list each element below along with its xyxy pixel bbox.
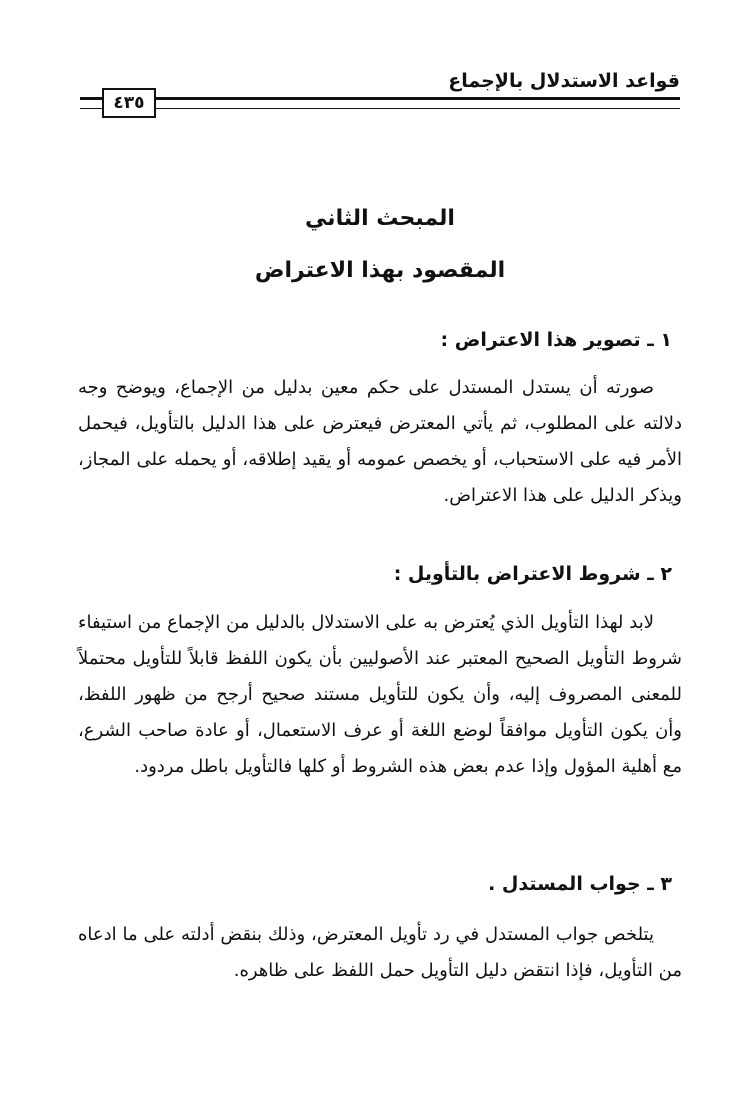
part-1-paragraph: صورته أن يستدل المستدل على حكم معين بدليل من الإجماع، ويوضح وجه دلالته على المطلوب، ثم يأتي المعترض فيعترض على هذا الدليل بالتأويل، فيحمل الأمر فيه على الاستحباب، أو يخصص عمومه أو يقيد إطلاقه، أو يحمله على المجاز، ويذكر الدليل على هذا الاعتراض. <box>78 377 682 506</box>
part-3-paragraph: يتلخص جواب المستدل في رد تأويل المعترض، وذلك بنقض أدلته على ما ادعاه من التأويل، فإذا انتقض دليل التأويل حمل اللفظ على ظاهره. <box>78 924 682 981</box>
page-header <box>80 70 680 120</box>
section-subheading: المقصود بهذا الاعتراض <box>254 258 506 283</box>
section-heading: المبحث الثاني <box>305 206 455 231</box>
part-3-title: ٣ ـ جواب المستدل . <box>488 873 672 895</box>
part-2-title: ٢ ـ شروط الاعتراض بالتأويل : <box>393 563 672 585</box>
part-2-paragraph: لابد لهذا التأويل الذي يُعترض به على الاستدلال بالدليل من الإجماع من استيفاء شروط التأويل الصحيح المعتبر عند الأصوليين بأن يكون اللفظ قابلاً للتأويل محتملاً للمعنى المصروف إليه، وأن يكون للتأويل مستند صحيح أرجح من ظهور اللفظ، وأن يكون التأويل موافقاً لوضع اللغة أو عرف الاستعمال، أو عادة صاحب الشرع، مع أهلية المؤول وإذا عدم بعض هذه الشروط أو كلها فالتأويل باطل مردود. <box>78 612 682 777</box>
part-1-title: ١ ـ تصوير هذا الاعتراض : <box>440 329 672 351</box>
header-rule-left <box>80 97 102 109</box>
header-rule <box>154 97 680 109</box>
running-title: قواعد الاستدلال بالإجماع <box>448 70 680 92</box>
page-number: ٤٣٥ <box>102 88 156 118</box>
